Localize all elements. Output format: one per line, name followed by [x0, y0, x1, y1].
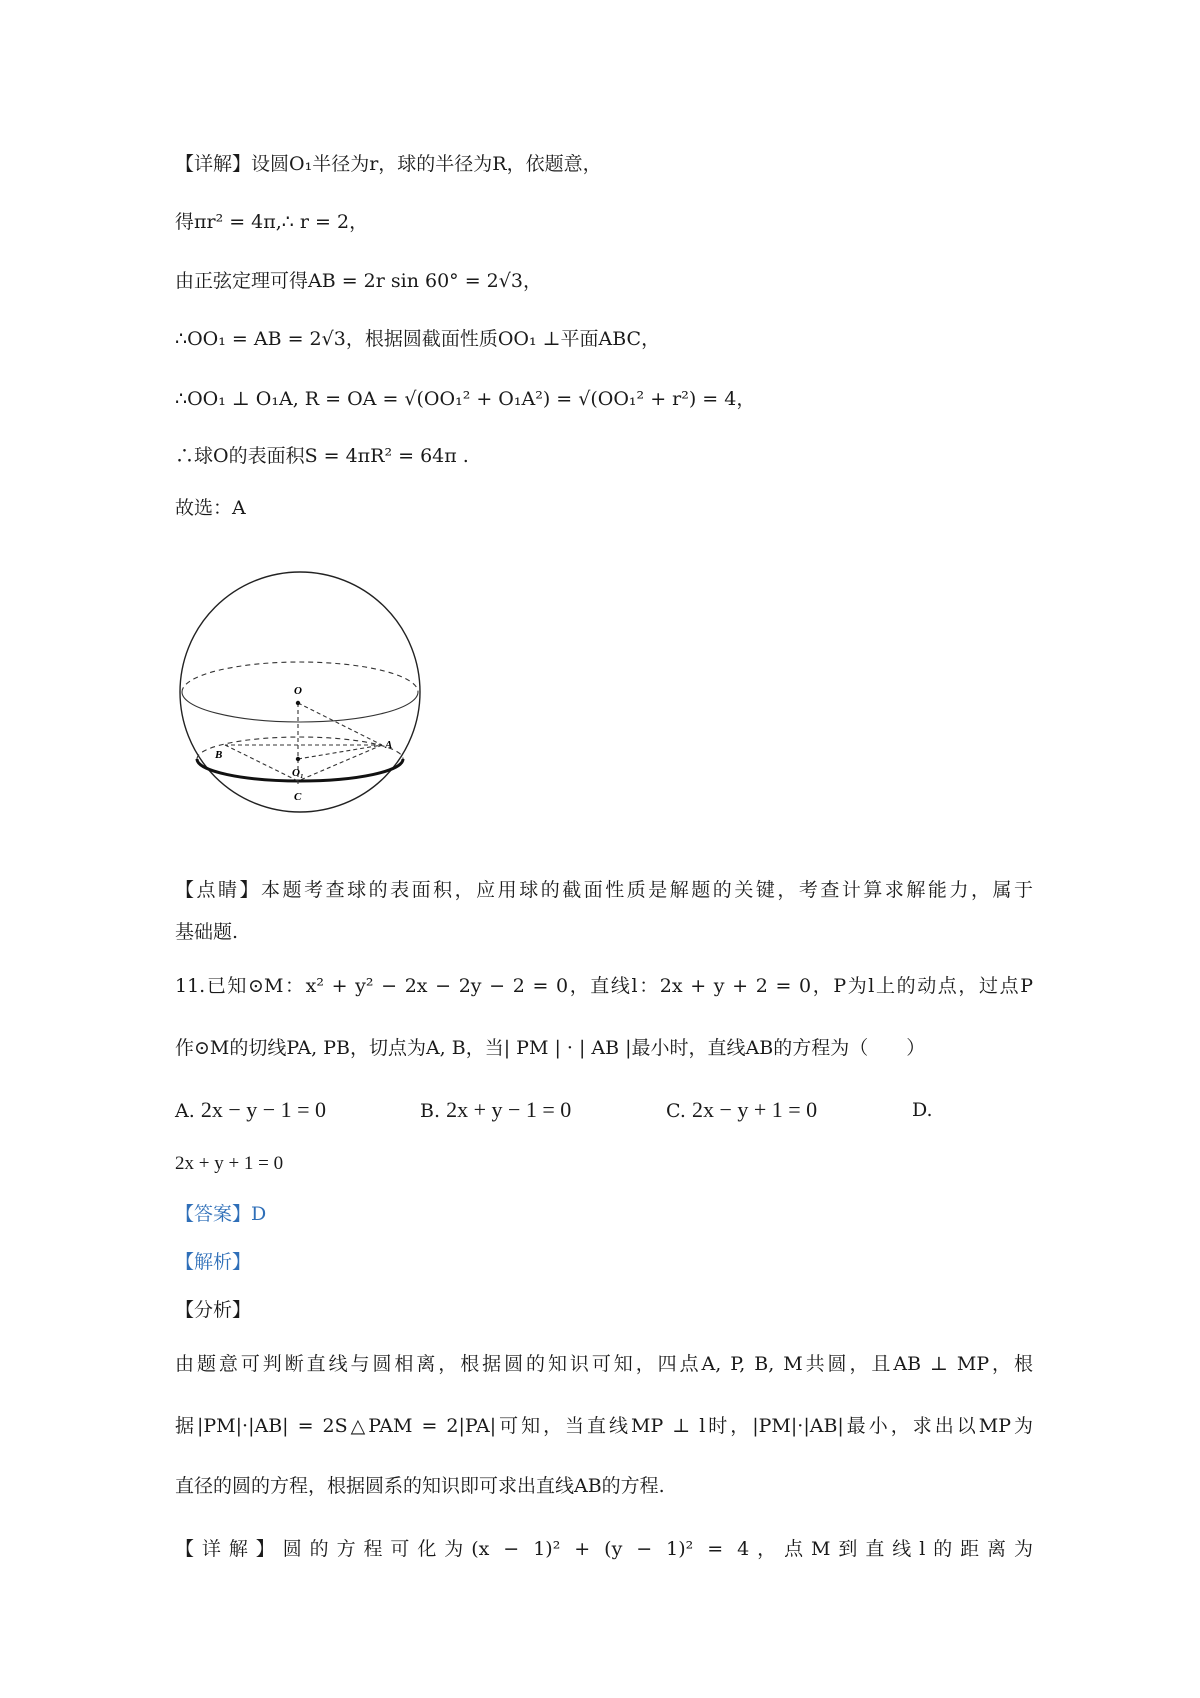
fenxi-line-1: 由题意可判断直线与圆相离，根据圆的知识可知，四点A, P, B, M共圆，且AB ⊥ MP，根	[175, 1353, 1033, 1375]
detail-intro: 【详解】设圆O₁半径为r，球的半径为R，依题意，	[175, 153, 602, 175]
question-11-line-1: 11.已知⊙M：x² + y² − 2x − 2y − 2 = 0，直线l：2x + y + 2 = 0，P为l上的动点，过点P	[175, 975, 1033, 997]
comment-line-2: 基础题.	[175, 921, 239, 943]
segment-o1a	[298, 745, 382, 759]
option-b-label: B.	[420, 1100, 441, 1122]
step-1: 得πr² = 4π,∴ r = 2，	[175, 211, 369, 233]
option-a	[175, 1096, 326, 1125]
lower-section-back	[197, 737, 403, 759]
option-d-label: D.	[912, 1099, 933, 1121]
point-o	[296, 701, 300, 705]
sphere-diagram	[170, 560, 430, 840]
fenxi-line-2: 据|PM|·|AB| = 2S△PAM = 2|PA|可知，当直线MP ⊥ l时，|PM|·|AB|最小，求出以MP为	[175, 1415, 1033, 1437]
option-d-text: 2x + y + 1 = 0	[175, 1153, 284, 1174]
analysis-tag: 【解析】	[175, 1251, 252, 1273]
option-b	[420, 1096, 571, 1125]
fenxi-line-3: 直径的圆的方程，根据圆系的知识即可求出直线AB的方程.	[175, 1475, 665, 1497]
choose-answer: 故选：A	[175, 497, 246, 519]
option-d	[912, 1096, 933, 1124]
option-c-text: 2x − y + 1 = 0	[691, 1097, 818, 1122]
label-o: O	[294, 685, 302, 697]
detail-2: 【详解】圆的方程可化为(x − 1)² + (y − 1)² = 4，点M到直线l的距离为	[175, 1538, 1033, 1560]
step-3: ∴OO₁ = AB = 2√3，根据圆截面性质OO₁ ⊥平面ABC，	[175, 328, 661, 350]
label-a: A	[385, 739, 393, 751]
label-c: C	[294, 791, 302, 803]
option-a-label: A.	[175, 1100, 195, 1122]
option-c-label: C.	[666, 1100, 686, 1122]
option-c	[666, 1096, 817, 1125]
option-a-text: 2x − y − 1 = 0	[200, 1097, 327, 1122]
step-2: 由正弦定理可得AB = 2r sin 60° = 2√3，	[175, 270, 542, 292]
point-o1	[296, 757, 300, 761]
label-o1: O₁	[292, 767, 304, 779]
step-5: ∴球O的表面积S = 4πR² = 64π .	[175, 445, 469, 467]
answer-tag: 【答案】D	[175, 1203, 267, 1225]
fenxi-tag: 【分析】	[175, 1299, 252, 1321]
comment-line-1: 【点睛】本题考查球的表面积，应用球的截面性质是解题的关键，考查计算求解能力，属于	[175, 879, 1033, 901]
question-11-line-2: 作⊙M的切线PA, PB，切点为A, B，当| PM | · | AB |最小时，直线AB的方程为（ ）	[175, 1037, 926, 1059]
step-4: ∴OO₁ ⊥ O₁A, R = OA = √(OO₁² + O₁A²) = √(OO₁² + r²) = 4，	[175, 388, 756, 410]
label-b: B	[215, 749, 223, 761]
option-b-text: 2x + y − 1 = 0	[446, 1097, 572, 1122]
